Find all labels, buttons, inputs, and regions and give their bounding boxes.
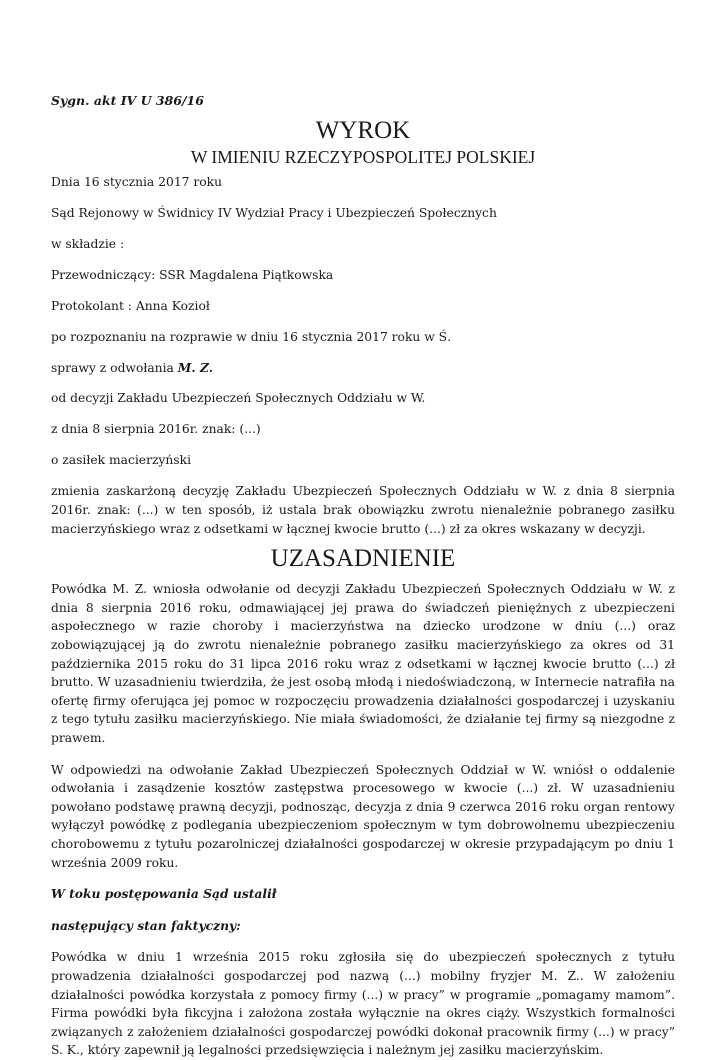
- case-subject: o zasiłek macierzyński: [51, 453, 191, 468]
- appeal-line: [51, 359, 675, 378]
- justification-paragraph-1: Powódka M. Z. wniosła odwołanie od decyzji Zakładu Ubezpieczeń Społecznych Oddziału w W. z dnia 8 sierpnia 2016 roku, odmawiającej jej prawa do świadczeń pieniężnych z ubezpieczeni aspołecznego w razie choroby i macierzyństwa na dziecko urodzone w dniu (...) oraz zobowiązującej ją do zwrotu nienależnie pobranego zasiłku macierzyńskiego za okres od 31 października 2015 roku do 31 lipca 2016 roku wraz z odsetkami w łącznej kwocie brutto (...) zł brutto. W uzasadnieniu twierdziła, że jest osobą młodą i niedoświadczoną, w Internecie natrafiła na ofertę firmy oferująca jej pomoc w rozpoczęciu prowadzenia działalności gospodarczej i uzyskaniu z tego tytułu zasiłku macierzyńskiego. Nie miała świadomości, że działanie tej firmy są niezgodne z prawem.: [51, 582, 675, 745]
- appellant-name: M. Z.: [177, 359, 213, 375]
- presiding-judge: Przewodniczący: SSR Magdalena Piątkowska: [51, 267, 334, 282]
- decision-origin: od decyzji Zakładu Ubezpieczeń Społecznych Oddziału w W.: [51, 391, 426, 406]
- facts-paragraph: Powódka w dniu 1 września 2015 roku zgłosiła się do ubezpieczeń społecznych z tytułu prowadzenia działalności gospodarczej pod nazwą (...) mobilny fryzjer M. Z.. W założeniu działalności powódka korzystała z pomocy firmy (...) w pracy” w programie „pomagamy mamom”. Firma powódki była fikcyjna i założona została wyłącznie na okres ciąży. Wszystkich formalności związanych z założeniem działalności gospodarczej powódki dokonał pracownik firmy (...) w pracy” S. K., który zapewnił ją legalności przedsięwzięcia i należnym jej zasiłku macierzyńskim.: [51, 950, 675, 1058]
- justification-paragraph-2: W odpowiedzi na odwołanie Zakład Ubezpieczeń Społecznych Oddział w W. wniósł o oddalenie odwołania i zasądzenie kosztów zastępstwa procesowego w kwocie (...) zł. W uzasadnieniu powołano podstawę prawną decyzji, podnosząc, decyzja z dnia 9 czerwca 2016 roku organ rentowy wyłączył powódkę z podlegania ubezpieczeniom społecznym w tym dobrowolnemu ubezpieczeniu chorobowemu z tytułu pozarolniczej działalności gospodarczej w okresie przypadającym po dniu 1 września 2009 roku.: [51, 762, 675, 870]
- judgment-subtitle: W IMIENIU RZECZYPOSPOLITEJ POLSKIEJ: [190, 146, 536, 167]
- case-number: Sygn. akt IV U 386/16: [51, 93, 204, 108]
- court-name: Sąd Rejonowy w Świdnicy IV Wydział Pracy i Ubezpieczeń Społecznych: [51, 205, 497, 220]
- composition-label: w składzie :: [51, 236, 125, 251]
- decision-date-ref: z dnia 8 sierpnia 2016r. znak: (...): [51, 422, 261, 437]
- hearing-info: po rozpoznaniu na rozprawie w dniu 16 stycznia 2017 roku w Ś.: [51, 329, 452, 344]
- justification-title: UZASADNIENIE: [270, 545, 456, 573]
- findings-heading: W toku postępowania Sąd ustalił: [51, 886, 277, 902]
- court-clerk: Protokolant : Anna Kozioł: [51, 298, 210, 313]
- appeal-prefix: sprawy z odwołania: [51, 360, 178, 375]
- judgment-date: Dnia 16 stycznia 2017 roku: [51, 174, 223, 189]
- facts-heading: następujący stan faktyczny:: [51, 917, 241, 933]
- judgment-title: WYROK: [315, 116, 411, 144]
- ruling-text: zmienia zaskarżoną decyzję Zakładu Ubezpieczeń Społecznych Oddziału w W. z dnia 8 sierpnia 2016r. znak: (...) w ten sposób, iż ustala brak obowiązku zwrotu nienależnie pobranego zasiłku macierzyńskiego wraz z odsetkami w łącznej kwocie brutto (...) zł za okres wskazany w decyzji.: [51, 484, 675, 536]
